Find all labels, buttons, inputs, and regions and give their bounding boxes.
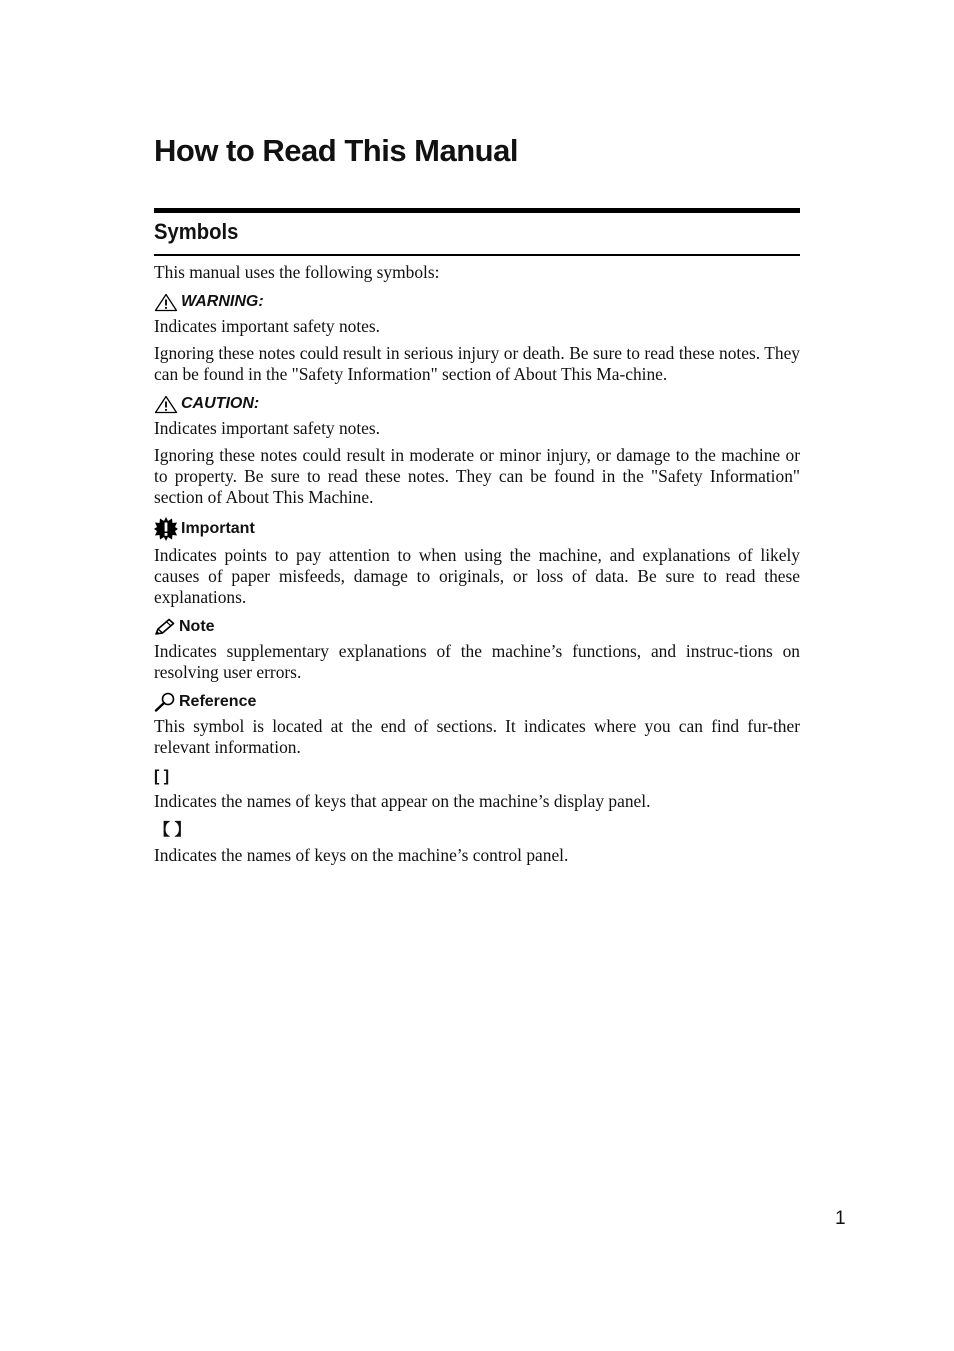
reference-text: This symbol is located at the end of sections. It indicates where you can find fur-ther relevant information. — [154, 716, 800, 757]
reference-heading — [154, 692, 800, 712]
intro-text: This manual uses the following symbols: — [154, 262, 440, 282]
note-label: Note — [179, 618, 215, 635]
caution-heading — [154, 394, 800, 414]
display-keys-heading — [154, 767, 800, 787]
page-title: How to Read This Manual — [154, 133, 518, 168]
important-label: Important — [181, 520, 255, 537]
warning-text-1: Indicates important safety notes. — [154, 316, 381, 336]
note-pencil-icon — [154, 618, 176, 636]
note-text: Indicates supplementary explanations of the machine’s functions, and instruc-tions on resolving user errors. — [154, 641, 800, 682]
page-number: 1 — [835, 1208, 846, 1229]
note-heading — [154, 617, 800, 637]
reference-label: Reference — [179, 693, 257, 710]
reference-magnifier-icon — [154, 692, 176, 712]
warning-label: WARNING: — [181, 293, 264, 310]
important-heading — [154, 517, 800, 541]
control-keys-label: 【 】 — [154, 822, 191, 839]
caution-label: CAUTION: — [181, 395, 260, 412]
important-exclamation-icon — [154, 517, 178, 541]
warning-heading — [154, 292, 800, 312]
section-title: Symbols — [154, 219, 239, 244]
caution-text-1: Indicates important safety notes. — [154, 418, 381, 438]
title-rule — [154, 208, 800, 213]
display-keys-label: [ ] — [154, 768, 170, 785]
caution-text-2: Ignoring these notes could result in moderate or minor injury, or damage to the machine or to property. Be sure to read these notes. They can be found in the "Safety Information" section of About This Machine. — [154, 445, 800, 507]
display-keys-text: Indicates the names of keys that appear on the machine’s display panel. — [154, 791, 651, 811]
section-rule — [154, 254, 800, 256]
warning-triangle-icon — [154, 293, 178, 312]
important-text: Indicates points to pay attention to when using the machine, and explanations of likely causes of paper misfeeds, damage to originals, or loss of data. Be sure to read these explanations. — [154, 545, 800, 607]
symbols-content — [154, 262, 800, 872]
control-keys-heading — [154, 821, 800, 841]
warning-text-2: Ignoring these notes could result in serious injury or death. Be sure to read these notes. They can be found in the "Safety Information" section of About This Ma-chine. — [154, 343, 800, 384]
control-keys-text: Indicates the names of keys on the machine’s control panel. — [154, 845, 569, 865]
caution-triangle-icon — [154, 395, 178, 414]
